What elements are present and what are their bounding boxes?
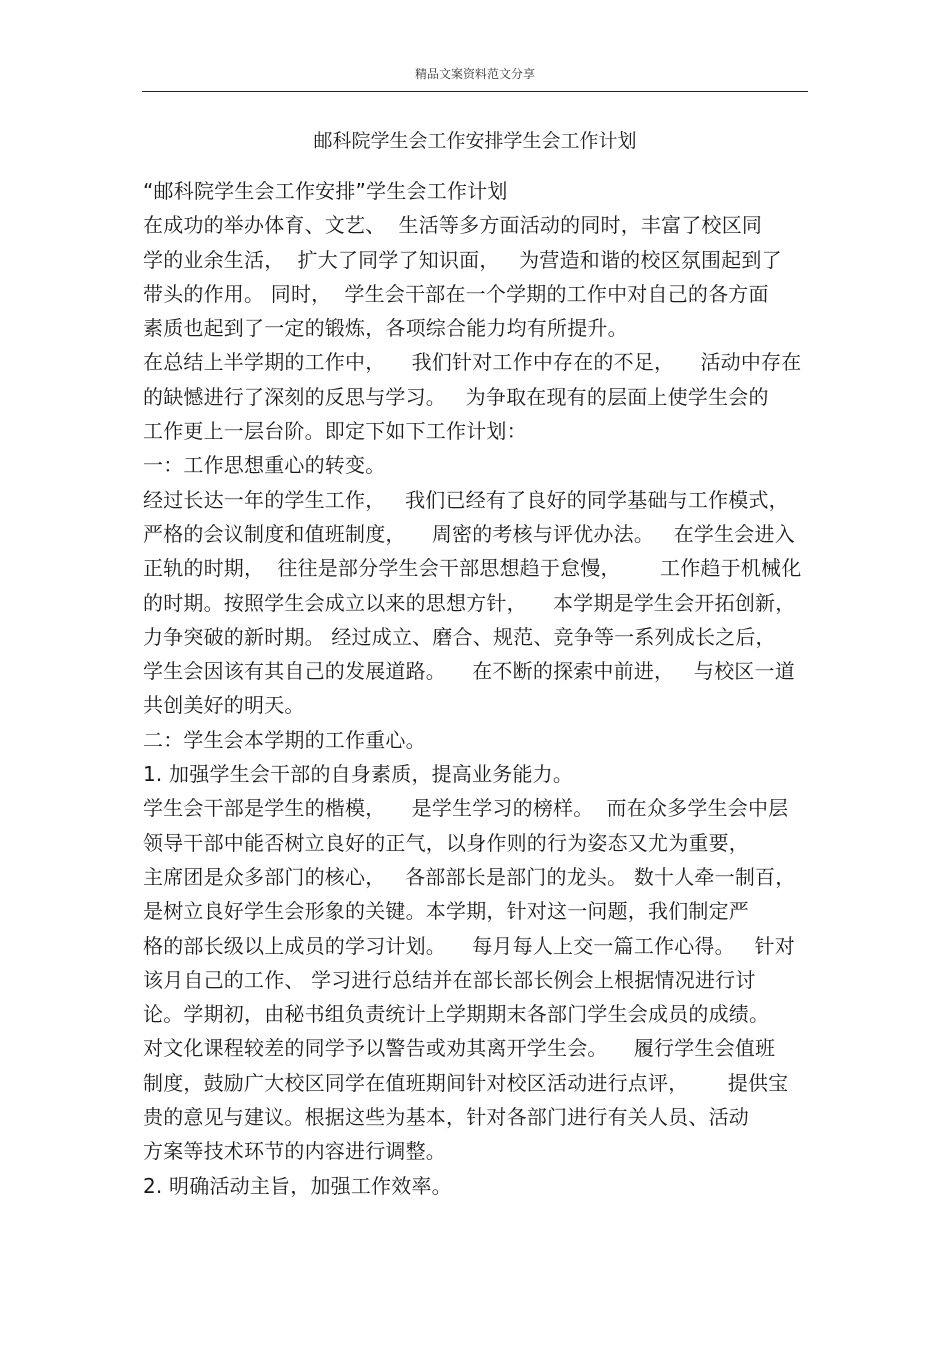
text-line: 共创美好的明天。 xyxy=(143,693,305,718)
text-line: 正轨的时期， 往往是部分学生会干部思想趋于怠慢， 工作趋于机械化 xyxy=(143,556,802,581)
text-line: 格的部长级以上成员的学习计划。 每月每人上交一篇工作心得。 针对 xyxy=(143,933,795,958)
text-line: 是树立良好学生会形象的关键。本学期，针对这一问题，我们制定严 xyxy=(143,899,749,924)
text-line: 主席团是众多部门的核心， 各部部长是部门的龙头。 数十人牵一制百， xyxy=(143,864,796,889)
text-line: 的缺憾进行了深刻的反思与学习。 为争取在现有的层面上使学生会的 xyxy=(143,384,769,409)
text-line: 方案等技术环节的内容进行调整。 xyxy=(143,1139,446,1164)
text-line: 力争突破的新时期。 经过成立、磨合、规范、竞争等一系列成长之后， xyxy=(143,624,776,649)
document-body xyxy=(143,174,813,1203)
text-line: 素质也起到了一定的锻炼，各项综合能力均有所提升。 xyxy=(143,316,628,341)
text-line: “邮科院学生会工作安排”学生会工作计划 xyxy=(143,179,508,203)
text-line: 严格的会议制度和值班制度， 周密的考核与评优办法。 在学生会进入 xyxy=(143,521,795,546)
section-heading: 一：工作思想重心的转变。 xyxy=(143,453,386,478)
text-line: 该月自己的工作、 学习进行总结并在部长部长例会上根据情况进行讨 xyxy=(143,967,756,992)
text-line: 贵的意见与建议。根据这些为基本，针对各部门进行有关人员、活动 xyxy=(143,1105,749,1130)
text-line: 经过长达一年的学生工作， 我们已经有了良好的同学基础与工作模式， xyxy=(143,487,789,512)
section-heading: 二：学生会本学期的工作重心。 xyxy=(143,727,426,752)
header-divider xyxy=(142,91,808,92)
text-line: 的时期。按照学生会成立以来的思想方针， 本学期是学生会开拓创新， xyxy=(143,590,796,615)
text-line: 在成功的举办体育、文艺、 生活等多方面活动的同时，丰富了校区同 xyxy=(143,213,763,238)
text-line: 制度，鼓励广大校区同学在值班期间针对校区活动进行点评， 提供宝 xyxy=(143,1070,789,1095)
text-line: 工作更上一层台阶。即定下如下工作计划： xyxy=(143,419,527,444)
text-line: 学生会因该有其自己的发展道路。 在不断的探索中前进， 与校区一道 xyxy=(143,659,795,684)
text-line: 论。学期初，由秘书组负责统计上学期期末各部门学生会成员的成绩。 xyxy=(143,1002,770,1027)
text-line: 对文化课程较差的同学予以警告或劝其离开学生会。 履行学生会值班 xyxy=(143,1036,776,1061)
document-title: 邮科院学生会工作安排学生会工作计划 xyxy=(313,130,637,152)
subsection-heading: 1. 加强学生会干部的自身素质，提高业务能力。 xyxy=(143,762,574,787)
page-header: 精品文案资料范文分享 xyxy=(414,67,535,81)
text-line: 领导干部中能否树立良好的正气，以身作则的行为姿态又尤为重要， xyxy=(143,830,749,855)
subsection-heading: 2. 明确活动主旨，加强工作效率。 xyxy=(143,1173,452,1198)
text-line: 学的业余生活， 扩大了同学了知识面， 为营造和谐的校区氛围起到了 xyxy=(143,247,782,272)
text-line: 在总结上半学期的工作中， 我们针对工作中存在的不足， 活动中存在 xyxy=(143,350,802,375)
text-line: 带头的作用。 同时， 学生会干部在一个学期的工作中对自己的各方面 xyxy=(143,281,769,306)
text-line: 学生会干部是学生的楷模， 是学生学习的榜样。 而在众多学生会中层 xyxy=(143,796,789,821)
